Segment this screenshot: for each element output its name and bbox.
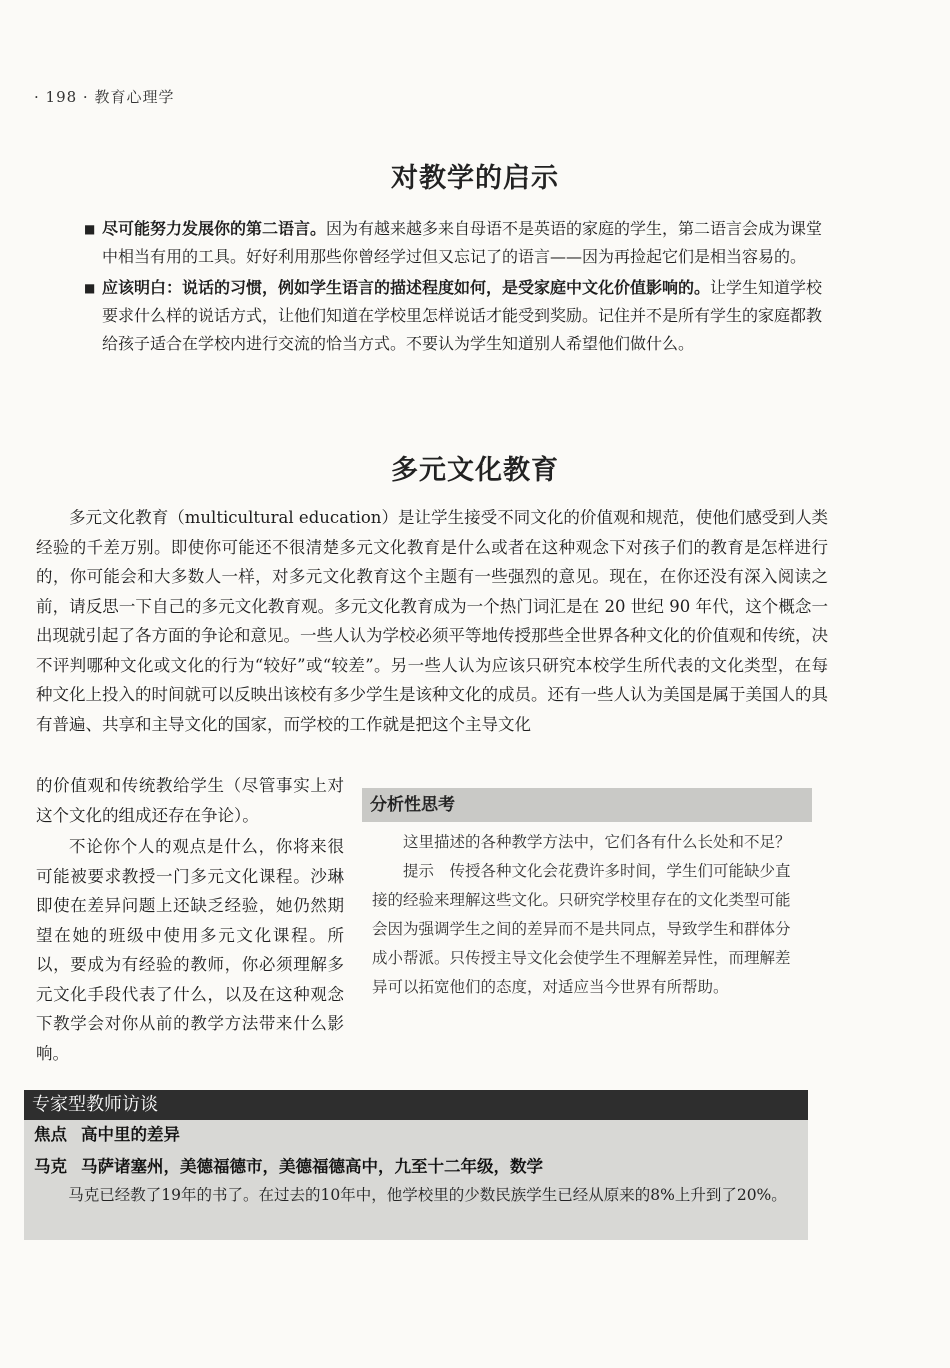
section-title-multicultural: 多元文化教育 [391,455,559,486]
bullet-text: 让学生知道学校要求什么样的说话方式，让他们知道在学校里怎样说话才能受到奖励。记住并不是所有学生的家庭都教给孩子适合在学校内进行交流的恰当方式。不要认为学生知道别人希望他们做什么。 [102,278,823,353]
list-item [84,215,828,271]
sidebar-title: 分析性思考 [362,788,812,822]
teacher-name: 马克 [34,1157,67,1176]
focus-value: 高中里的差异 [81,1125,180,1144]
paragraph-continuation: 的价值观和传统教给学生（尽管事实上对这个文化的组成还存在争论）。 [36,776,344,825]
implications-list [84,215,828,361]
expert-teacher-interview-box [24,1090,808,1240]
expert-description [24,1182,808,1209]
list-item [84,274,828,358]
expert-desc-text: 马克已经教了19年的书了。在过去的10年中，他学校里的少数民族学生已经从原来的8%上升到了20%。 [68,1186,787,1204]
section-title-teaching-implications: 对教学的启示 [391,163,559,194]
body-paragraph [36,503,828,739]
sidebar-hint: 提示 传授各种文化会花费许多时间，学生们可能缺少直接的经验来理解这些文化。只研究学校里存在的文化类型可能会因为强调学生之间的差异而不是共同点，导致学生和群体分成小帮派。只传授主导文化会使学生不理解差异性，而理解差异可以拓宽他们的态度，对适应当今世界有所帮助。 [372,862,791,996]
analytical-thinking-box [362,788,812,1060]
bullet-text: 因为有越来越多来自母语不是英语的家庭的学生，第二语言会成为课堂中相当有用的工具。好好利用那些你曾经学过但又忘记了的语言——因为再捡起它们是相当容易的。 [102,219,823,266]
expert-focus-line [24,1120,808,1150]
bullet-lead: 尽可能努力发展你的第二语言。 [102,219,327,238]
paragraph-multicultural-intro: 多元文化教育（multicultural education）是让学生接受不同文化的价值观和规范，使他们感受到人类经验的千差万别。即使你可能还不很清楚多元文化教育是什么或者在这种观念下对孩子们的教育是怎样进行的，你可能会和大多数人一样，对多元文化教育这个主题有一些强烈的意见。现在，在你还没有深入阅读之前，请反思一下自己的多元文化教育观。多元文化教育成为一个热门词汇是在 20 世纪 90 年代，这个概念一出现就引起了各方面的争论和意见。一些人认为学校必须平等地传授那些全世界各种文化的价值观和传统，决不评判哪种文化或文化的行为“较好”或“较差”。另一些人认为应该只研究本校学生所代表的文化类型，在每种文化上投入的时间就可以反映出该校有多少学生是该种文化的成员。还有一些人认为美国是属于美国人的具有普遍、共享和主导文化的国家，而学校的工作就是把这个主导文化 [36,508,828,734]
page-header: · 198 · 教育心理学 [34,88,175,106]
bullet-square-icon: ■ [84,222,96,236]
left-column [36,771,344,1068]
focus-label: 焦点 [34,1125,67,1144]
teacher-info: 马萨诸塞州，美德福德市，美德福德高中，九至十二年级，数学 [81,1157,543,1176]
expert-box-title: 专家型教师访谈 [24,1090,808,1120]
expert-teacher-line [24,1152,808,1182]
sidebar-body [362,822,812,1002]
bullet-square-icon: ■ [84,281,96,295]
sidebar-question: 这里描述的各种教学方法中，它们各有什么长处和不足？ [403,833,791,851]
bullet-lead: 应该明白：说话的习惯，例如学生语言的描述程度如何，是受家庭中文化价值影响的。 [102,278,711,297]
paragraph-personal-view: 不论你个人的观点是什么，你将来很可能被要求教授一门多元文化课程。沙琳即使在差异问题上还缺乏经验，她仍然期望在她的班级中使用多元文化课程。所以，要成为有经验的教师，你必须理解多元文化手段代表了什么，以及在这种观念下教学会对你从前的教学方法带来什么影响。 [36,837,344,1063]
